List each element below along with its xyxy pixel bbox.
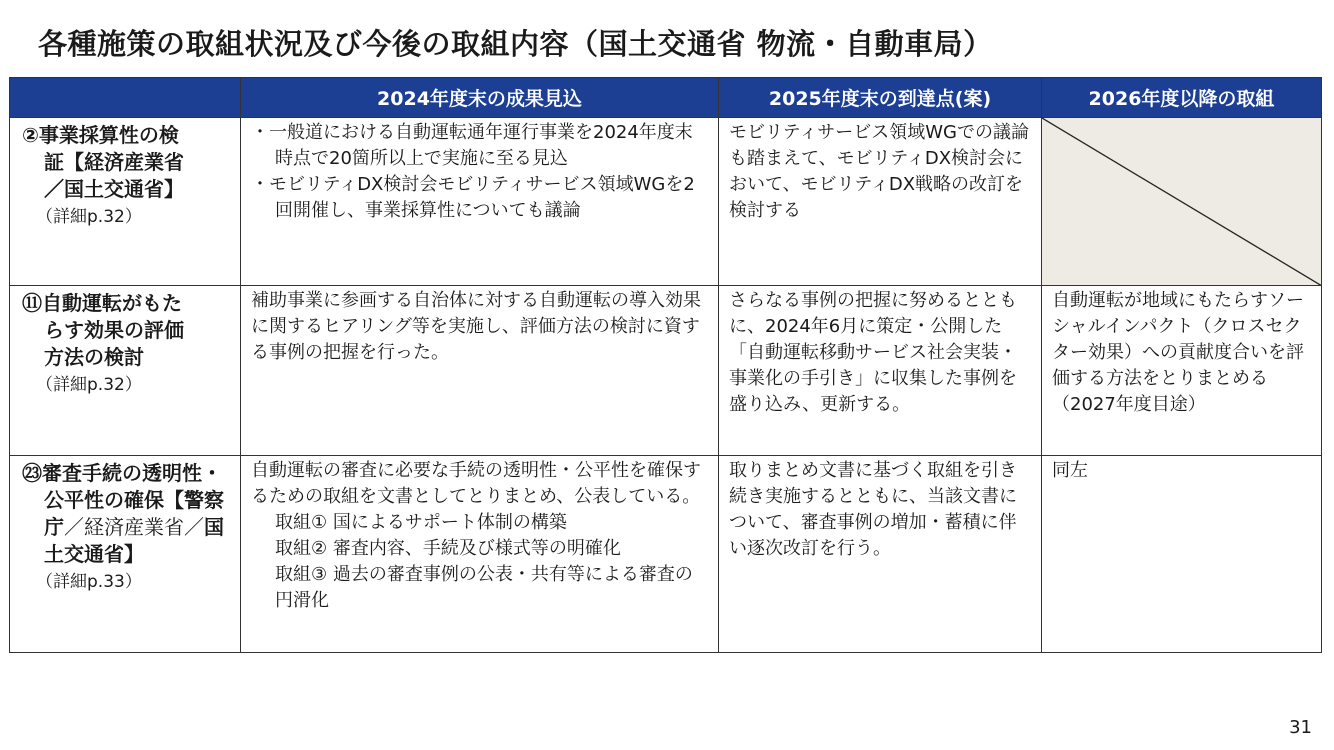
row-detail-ref: （詳細p.32） (36, 375, 142, 395)
row-label-title-bold: 国土交通省】 (44, 515, 224, 566)
list-item: 取組② 審査内容、手続及び様式等の明確化 (275, 538, 621, 559)
page-number: 31 (1289, 717, 1312, 738)
cell-2024-review-transparency (241, 456, 719, 653)
cell-2025-business-viability: モビリティサービス領域WGでの議論も踏まえて、モビリティDX検討会において、モビリティDX戦略の改訂を検討する (719, 118, 1042, 286)
cell-2026-not-applicable (1042, 118, 1322, 286)
measures-table (9, 77, 1322, 653)
cell-2025-effect-evaluation: さらなる事例の把握に努めるとともに、2024年6月に策定・公開した「自動運転移動サービス社会実装・事業化の手引き」に収集した事例を盛り込み、更新する。 (719, 286, 1042, 456)
bullet-item: ・モビリティDX検討会モビリティサービス領域WGを2回開催し、事業採算性についても議論 (251, 174, 695, 221)
cell-2024-business-viability (241, 118, 719, 286)
row-detail-ref: （詳細p.33） (36, 572, 142, 592)
row-label-title-line: 方法の検討 (44, 345, 144, 369)
row-label-title-regular: ／経済産業省／ (64, 515, 204, 539)
row-label-title-line: ②事業採算性の検 (22, 123, 179, 147)
column-header-2026: 2026年度以降の取組 (1042, 78, 1322, 118)
row-label-title-line: ⑪自動運転がもた (22, 291, 182, 315)
column-header-2025: 2025年度末の到達点(案) (719, 78, 1042, 118)
bullet-item: ・一般道における自動運転通年運行事業を2024年度末時点で20箇所以上で実施に至る見込 (251, 122, 693, 169)
column-header-item (10, 78, 241, 118)
row-label-review-transparency (10, 456, 241, 653)
list-item: 取組③ 過去の審査事例の公表・共有等による審査の円滑化 (275, 564, 693, 611)
diagonal-strike (1042, 118, 1322, 286)
table-row (10, 456, 1322, 653)
row-label-title-line: ／国土交通省】 (44, 177, 184, 201)
table-row (10, 286, 1322, 456)
cell-2024-effect-evaluation: 補助事業に参画する自治体に対する自動運転の導入効果に関するヒアリング等を実施し、評価方法の検討に資する事例の把握を行った。 (241, 286, 719, 456)
table-header-row (10, 78, 1322, 118)
row-label-business-viability (10, 118, 241, 286)
row-label-title-line: らす効果の評価 (44, 318, 184, 342)
row-label-title-line: 証【経済産業省 (44, 150, 184, 174)
cell-2026-review-transparency: 同左 (1042, 456, 1322, 653)
row-label-effect-evaluation (10, 286, 241, 456)
cell-intro-text: 自動運転の審査に必要な手続の透明性・公平性を確保するための取組を文書としてとりまとめ、公表している。 (251, 460, 701, 507)
cell-2026-effect-evaluation: 自動運転が地域にもたらすソーシャルインパクト（クロスセクター効果）への貢献度合いを評価する方法をとりまとめる（2027年度目途） (1042, 286, 1322, 456)
row-label-title-bold: ㉓審査手続の透明性・公平性の確保【警察庁 (22, 461, 224, 539)
row-detail-ref: （詳細p.32） (36, 207, 142, 227)
page-title: 各種施策の取組状況及び今後の取組内容（国土交通省 物流・自動車局） (38, 27, 993, 61)
column-header-2024: 2024年度末の成果見込 (241, 78, 719, 118)
table-row (10, 118, 1322, 286)
cell-2025-review-transparency: 取りまとめ文書に基づく取組を引き続き実施するとともに、当該文書について、審査事例の増加・蓄積に伴い逐次改訂を行う。 (719, 456, 1042, 653)
list-item: 取組① 国によるサポート体制の構築 (275, 512, 567, 533)
